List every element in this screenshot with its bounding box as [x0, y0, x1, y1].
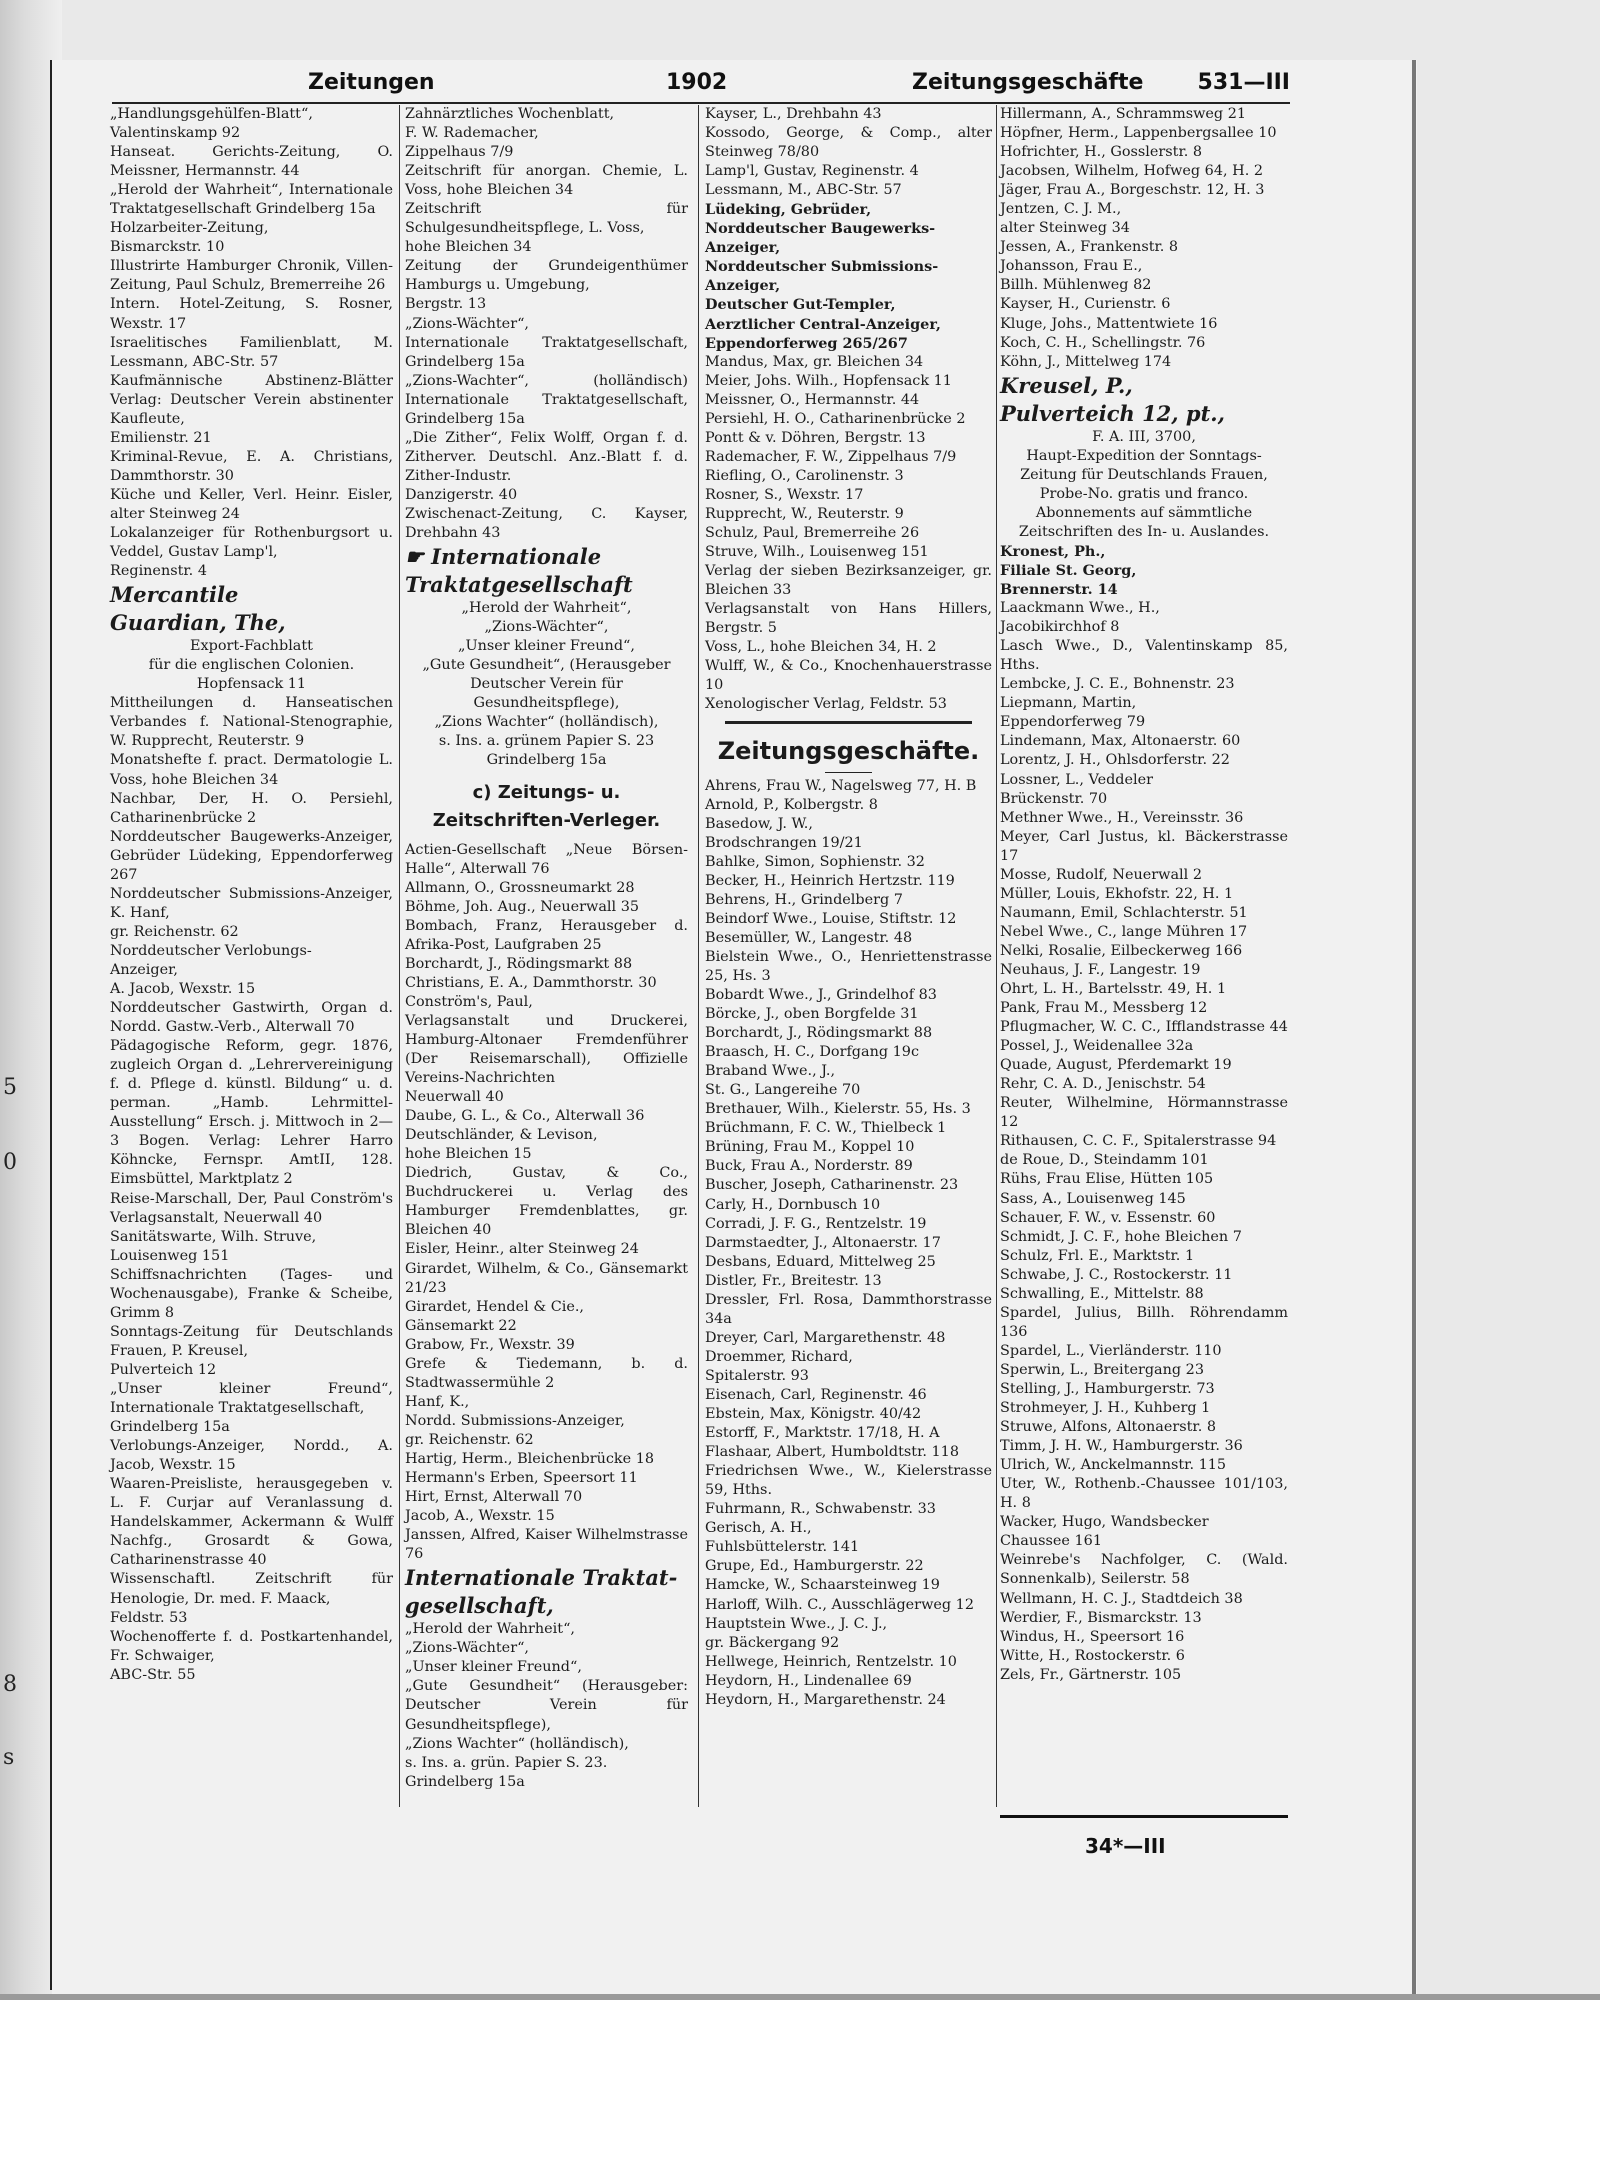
directory-entry: Basedow, J. W., Brodschrangen 19/21 — [705, 815, 863, 851]
directory-entry: Rupprecht, W., Reuterstr. 9 — [705, 505, 904, 522]
directory-entry: Rithausen, C. C. F., Spitalerstrasse 94 — [1000, 1133, 1277, 1150]
running-header — [112, 68, 1290, 104]
directory-entry: „Unser kleiner Freund“, Internationale Traktatgesellschaft, Grindelberg 15a — [110, 1381, 393, 1436]
header-right-title: Zeitungsgeschäfte — [912, 70, 1144, 95]
directory-entry: Bahlke, Simon, Sophienstr. 32 — [705, 853, 925, 870]
directory-entry: Brüchmann, F. C. W., Thielbeck 1 — [705, 1120, 947, 1137]
directory-entry: Koch, C. H., Schellingstr. 76 — [1000, 334, 1206, 351]
directory-entry: Strohmeyer, J. H., Kuhberg 1 — [1000, 1400, 1211, 1417]
column-3 — [705, 105, 992, 1710]
directory-entry: Lokalanzeiger für Rothenburgsort u. Veddel, Gustav Lamp'l, Reginenstr. 4 — [110, 525, 393, 580]
directory-entry: Behrens, H., Grindelberg 7 — [705, 891, 903, 908]
directory-entry: Arnold, P., Kolbergstr. 8 — [705, 796, 878, 813]
header-year: 1902 — [666, 70, 728, 95]
directory-entry: Sanitätswarte, Wilh. Struve, Louisenweg 151 — [110, 1228, 317, 1264]
directory-entry: Heydorn, H., Margarethenstr. 24 — [705, 1691, 946, 1708]
header-page-number: 531—III — [1197, 70, 1290, 95]
directory-entry: Wissenschaftl. Zeitschrift für Henologie, Dr. med. F. Maack, Feldstr. 53 — [110, 1571, 393, 1626]
column-1 — [110, 105, 393, 1685]
directory-entry: Mandus, Max, gr. Bleichen 34 — [705, 353, 924, 370]
directory-entry: Schulz, Frl. E., Marktstr. 1 — [1000, 1247, 1195, 1264]
directory-entry: Jentzen, C. J. M., alter Steinweg 34 — [1000, 201, 1130, 237]
directory-entry: Reise-Marschall, Der, Paul Conström's Verlagsanstalt, Neuerwall 40 — [110, 1190, 393, 1226]
directory-entry: Zeitschrift für anorgan. Chemie, L. Voss, hohe Bleichen 34 — [405, 163, 688, 199]
display-heading: Internationale Traktat- gesellschaft, — [405, 1565, 678, 1619]
directory-entry: Johansson, Frau E., Billh. Mühlenweg 82 — [1000, 258, 1152, 294]
display-heading: ☛ Internationale Traktatgesellschaft — [405, 544, 633, 598]
directory-entry: Corradi, J. F. G., Rentzelstr. 19 — [705, 1215, 927, 1232]
directory-entry: Pflugmacher, W. C. C., Ifflandstrasse 44 — [1000, 1019, 1288, 1036]
directory-entry: Girardet, Hendel & Cie., Gänsemarkt 22 — [405, 1298, 584, 1334]
directory-entry: Verlagsanstalt von Hans Hillers, Bergstr. 5 — [705, 601, 992, 637]
directory-entry: Ulrich, W., Anckelmannstr. 115 — [1000, 1457, 1227, 1474]
directory-entry: Timm, J. H. W., Hamburgerstr. 36 — [1000, 1438, 1243, 1455]
footer-rule — [1000, 1815, 1288, 1818]
directory-entry: Kluge, Johs., Mattentwiete 16 — [1000, 315, 1218, 332]
directory-entry: Spardel, Julius, Billh. Röhrendamm 136 — [1000, 1304, 1288, 1340]
column-rule — [698, 105, 699, 1807]
directory-entry: Norddeutscher Verlobungs- Anzeiger, A. Jacob, Wexstr. 15 — [110, 942, 312, 998]
directory-entry: Verlobungs-Anzeiger, Nordd., A. Jacob, Wexstr. 15 — [110, 1438, 393, 1474]
directory-entry: Persiehl, H. O., Catharinenbrücke 2 — [705, 410, 966, 427]
directory-entry: Xenologischer Verlag, Feldstr. 53 — [705, 696, 947, 713]
directory-entry: Meyer, Carl Justus, kl. Bäckerstrasse 17 — [1000, 828, 1288, 864]
directory-entry: Lorentz, J. H., Ohlsdorferstr. 22 — [1000, 752, 1230, 769]
directory-entry: Grabow, Fr., Wexstr. 39 — [405, 1336, 575, 1353]
directory-entry: Zels, Fr., Gärtnerstr. 105 — [1000, 1666, 1182, 1683]
directory-entry: Pädagogische Reform, gegr. 1876, zugleich Organ d. „Lehrervereinigung f. d. Pflege d. künstl. Bildung“ u. d. perman. „Hamb. Lehrmittel-Ausstellung“ Ersch. j. Mittwoch in 2—3 Bogen. Verlag: Lehrer Harro Köhncke, Fernspr. AmtII, 128. Eimsbüttel, Marktplatz 2 — [110, 1038, 393, 1188]
column-4 — [1000, 105, 1288, 1685]
directory-entry: Braasch, H. C., Dorfgang 19c — [705, 1044, 920, 1061]
directory-entry: Quade, August, Pferdemarkt 19 — [1000, 1057, 1232, 1074]
directory-entry: Börcke, J., oben Borgfelde 31 — [705, 1006, 919, 1023]
directory-entry: Hanf, K., Nordd. Submissions-Anzeiger, gr. Reichenstr. 62 — [405, 1393, 625, 1448]
directory-entry: Holzarbeiter-Zeitung, Bismarckstr. 10 — [110, 220, 269, 256]
directory-entry: Hauptstein Wwe., J. C. J., gr. Bäckergang 92 — [705, 1615, 888, 1651]
directory-entry: Stelling, J., Hamburgerstr. 73 — [1000, 1381, 1215, 1397]
directory-entry: Spardel, L., Vierländerstr. 110 — [1000, 1342, 1222, 1359]
directory-entry: Norddeutscher Baugewerks-Anzeiger, Gebrüder Lüdeking, Eppendorferweg 267 — [110, 828, 393, 883]
directory-entry: Dressler, Frl. Rosa, Dammthorstrasse 34a — [705, 1291, 992, 1327]
directory-entry: Distler, Fr., Breitestr. 13 — [705, 1272, 882, 1289]
display-heading: Kreusel, P., Pulverteich 12, pt., — [1000, 372, 1225, 426]
directory-entry: Hillermann, A., Schrammsweg 21 — [1000, 106, 1247, 122]
directory-entry: Brethauer, Wilh., Kielerstr. 55, Hs. 3 — [705, 1101, 971, 1118]
directory-entry: Wellmann, H. C. J., Stadtdeich 38 — [1000, 1590, 1243, 1607]
directory-entry-bold: Kronest, Ph., Filiale St. Georg, Brennerstr. 14 — [1000, 542, 1137, 599]
directory-entry: Werdier, F., Bismarckstr. 13 — [1000, 1609, 1202, 1626]
directory-entry: Jessen, A., Frankenstr. 8 — [1000, 239, 1179, 256]
section-rule — [725, 721, 972, 724]
directory-entry: Norddeutscher Gastwirth, Organ d. Nordd. Gastw.-Verb., Alterwall 70 — [110, 1000, 393, 1036]
directory-entry: Kaufmännische Abstinenz-Blätter Verlag: Deutscher Verein abstinenter Kaufleute, Emilienstr. 21 — [110, 372, 393, 446]
margin-mark: 5 — [3, 1075, 17, 1100]
directory-entry: Desbans, Eduard, Mittelweg 25 — [705, 1253, 936, 1270]
directory-entry: Hofrichter, H., Gosslerstr. 8 — [1000, 144, 1203, 161]
directory-entry: Lessmann, M., ABC-Str. 57 — [705, 182, 902, 199]
directory-entry: Daube, G. L., & Co., Alterwall 36 — [405, 1108, 645, 1125]
directory-entry: Naumann, Emil, Schlachterstr. 51 — [1000, 904, 1248, 921]
directory-entry: „Handlungsgehülfen-Blatt“, Valentinskamp 92 — [110, 106, 313, 142]
directory-entry: Hartig, Herm., Bleichenbrücke 18 — [405, 1451, 655, 1467]
directory-entry: Reuter, Wilhelmine, Hörmannstrasse 12 — [1000, 1095, 1288, 1131]
section-heading: c) Zeitungs- u. Zeitschriften-Verleger. — [432, 781, 661, 831]
signature-mark: 34*—III — [1085, 1834, 1166, 1858]
directory-entry: Pank, Frau M., Messberg 12 — [1000, 1000, 1208, 1017]
directory-entry: Rühs, Frau Elise, Hütten 105 — [1000, 1171, 1214, 1188]
directory-entry: Wochenofferte f. d. Postkartenhandel, Fr. Schwaiger, ABC-Str. 55 — [110, 1628, 393, 1683]
directory-entry: Voss, L., hohe Bleichen 34, H. 2 — [705, 639, 937, 656]
directory-entry: Jacobsen, Wilhelm, Hofweg 64, H. 2 — [1000, 163, 1264, 180]
directory-entry: Witte, H., Rostockerstr. 6 — [1000, 1647, 1185, 1664]
directory-entry: Ebstein, Max, Königstr. 40/42 — [705, 1406, 922, 1423]
directory-entry: Waaren-Preisliste, herausgegeben v. L. F. Curjar auf Veranlassung d. Handelskammer, Ackermann & Wulff Nachfg., Grosardt & Gowa, Catharinenstrasse 40 — [110, 1476, 393, 1569]
directory-entry: Lindemann, Max, Altonaerstr. 60 — [1000, 733, 1241, 750]
directory-entry: Windus, H., Speersort 16 — [1000, 1628, 1185, 1645]
directory-entry: Schwabe, J. C., Rostockerstr. 11 — [1000, 1266, 1233, 1283]
directory-entry: Monatshefte f. pract. Dermatologie L. Voss, hohe Bleichen 34 — [110, 752, 393, 788]
directory-entry: Janssen, Alfred, Kaiser Wilhelmstrasse 76 — [405, 1527, 688, 1563]
directory-entry: Eisenach, Carl, Reginenstr. 46 — [705, 1387, 927, 1403]
directory-entry: „Herold der Wahrheit“, „Zions-Wächter“, „Unser kleiner Freund“, „Gute Gesundheit“ (Herausgeber: Deutscher Verein für Gesundheitspflege), „Zions Wachter“ (holländisch), s. Ins. a. grün. Papier S. 23. Grindelberg 15a — [405, 1621, 688, 1790]
directory-entry: Hellwege, Heinrich, Rentzelstr. 10 — [705, 1653, 957, 1670]
directory-entry: Lossner, L., Veddeler Brückenstr. 70 — [1000, 771, 1154, 807]
directory-entry: Zeitschrift für Schulgesundheitspflege, L. Voss, hohe Bleichen 34 — [405, 201, 688, 256]
directory-entry: Heydorn, H., Lindenallee 69 — [705, 1672, 912, 1689]
directory-entry: Wulff, W., & Co., Knochenhauerstrasse 10 — [705, 658, 992, 694]
directory-entry: Braband Wwe., J., St. G., Langereihe 70 — [705, 1063, 861, 1099]
directory-entry: Sonntags-Zeitung für Deutschlands Frauen, P. Kreusel, Pulverteich 12 — [110, 1323, 393, 1378]
directory-entry: Sass, A., Louisenweg 145 — [1000, 1190, 1186, 1207]
directory-entry: Eisler, Heinr., alter Steinweg 24 — [405, 1241, 639, 1258]
directory-entry: Christians, E. A., Dammthorstr. 30 — [405, 974, 657, 991]
directory-entry: Jacob, A., Wexstr. 15 — [405, 1508, 555, 1525]
column-2 — [405, 105, 688, 1792]
directory-entry: Kriminal-Revue, E. A. Christians, Dammthorstr. 30 — [110, 448, 393, 484]
section-rule — [825, 772, 872, 773]
directory-entry: Besemüller, W., Langestr. 48 — [705, 929, 913, 946]
directory-entry: Struve, Wilh., Louisenweg 151 — [705, 544, 929, 561]
directory-entry: Bielstein Wwe., O., Henriettenstrasse 25, Hs. 3 — [705, 948, 992, 984]
directory-entry: Borchardt, J., Rödingsmarkt 88 — [705, 1025, 933, 1042]
directory-entry: Lasch Wwe., D., Valentinskamp 85, Hths. — [1000, 638, 1288, 674]
directory-entry: „Die Zither“, Felix Wolff, Organ f. d. Zitherver. Deutschl. Anz.-Blatt f. d. Zither-Industr. Danzigerstr. 40 — [405, 429, 688, 503]
directory-entry: Nachbar, Der, H. O. Persiehl, Catharinenbrücke 2 — [110, 790, 393, 826]
directory-entry: Hirt, Ernst, Alterwall 70 — [405, 1489, 583, 1506]
directory-entry: Lembcke, J. C. E., Bohnenstr. 23 — [1000, 676, 1235, 693]
directory-entry: Schulz, Paul, Bremerreihe 26 — [705, 525, 920, 542]
directory-entry: Harloff, Wilh. C., Ausschlägerweg 12 — [705, 1596, 974, 1613]
directory-entry: Friedrichsen Wwe., W., Kielerstrasse 59, Hths. — [705, 1463, 992, 1499]
directory-entry: Schiffsnachrichten (Tages- und Wochenausgabe), Franke & Scheibe, Grimm 8 — [110, 1266, 393, 1321]
directory-entry: Carly, H., Dornbusch 10 — [705, 1196, 881, 1213]
directory-entry: Hamcke, W., Schaarsteinweg 19 — [705, 1577, 940, 1594]
directory-entry: Sperwin, L., Breitergang 23 — [1000, 1361, 1204, 1378]
directory-entry: Rosner, S., Wexstr. 17 — [705, 486, 864, 503]
directory-entry: Methner Wwe., H., Vereinsstr. 36 — [1000, 809, 1244, 826]
directory-entry: Meissner, O., Hermannstr. 44 — [705, 391, 920, 408]
directory-entry: Bobardt Wwe., J., Grindelhof 83 — [705, 987, 937, 1004]
directory-entry: Wacker, Hugo, Wandsbecker Chaussee 161 — [1000, 1514, 1209, 1550]
column-rule — [399, 105, 400, 1807]
directory-entry: Illustrirte Hamburger Chronik, Villen-Zeitung, Paul Schulz, Bremerreihe 26 — [110, 258, 393, 294]
directory-entry: Zahnärztliches Wochenblatt, F. W. Rademacher, Zippelhaus 7/9 — [405, 106, 615, 161]
section-title: Zeitungsgeschäfte. — [717, 736, 980, 765]
directory-entry: Fuhrmann, R., Schwabenstr. 33 — [705, 1501, 936, 1518]
directory-entry: Gerisch, A. H., Fuhlsbüttelerstr. 141 — [705, 1520, 860, 1556]
margin-mark: 8 — [3, 1672, 17, 1697]
header-left-title: Zeitungen — [308, 70, 435, 95]
scan-bottom-edge — [0, 1994, 1600, 2000]
directory-entry: Conström's, Paul, Verlagsanstalt und Druckerei, Hamburg-Altonaer Fremdenführer (Der Reisemarschall), Offizielle Vereins-Nachrichten Neuerwall 40 — [405, 993, 688, 1106]
directory-entry-bold: Lüdeking, Gebrüder, Norddeutscher Baugewerks- Anzeiger, Norddeutscher Submissions- Anzeiger, Deutscher Gut-Templer, Aerztlicher Central-Anzeiger, Eppendorferweg 265/267 — [705, 201, 941, 352]
advertisement-text: F. A. III, 3700, Haupt-Expedition der Sonntags-Zeitung für Deutschlands Frauen, Probe-No. gratis und franco. Abonnements auf sämmtliche Zeitschriften des In- u. Auslandes. — [1018, 428, 1270, 540]
directory-entry: Actien-Gesellschaft „Neue Börsen-Halle“, Alterwall 76 — [405, 841, 688, 877]
margin-mark: 0 — [3, 1150, 17, 1175]
directory-entry: Zwischenact-Zeitung, C. Kayser, Drehbahn 43 — [405, 505, 688, 542]
directory-entry: Deutschländer, & Levison, hohe Bleichen 15 — [405, 1127, 598, 1163]
directory-entry: Girardet, Wilhelm, & Co., Gänsemarkt 21/23 — [405, 1260, 688, 1296]
directory-entry: Schmidt, J. C. F., hohe Bleichen 7 — [1000, 1228, 1242, 1245]
directory-entry: Rademacher, F. W., Zippelhaus 7/9 — [705, 448, 957, 465]
directory-entry: Hermann's Erben, Speersort 11 — [405, 1470, 638, 1487]
directory-entry: Kayser, H., Curienstr. 6 — [1000, 296, 1171, 313]
directory-entry: Struwe, Alfons, Altonaerstr. 8 — [1000, 1419, 1217, 1436]
directory-entry: Allmann, O., Grossneumarkt 28 — [405, 879, 635, 896]
directory-entry: Borchardt, J., Rödingsmarkt 88 — [405, 955, 633, 972]
directory-entry: „Herold der Wahrheit“, Internationale Traktatgesellschaft Grindelberg 15a — [110, 182, 393, 218]
directory-entry: Kayser, L., Drehbahn 43 — [705, 106, 882, 122]
directory-entry: Grefe & Tiedemann, b. d. Stadtwassermühle 2 — [405, 1355, 688, 1391]
directory-entry: Jäger, Frau A., Borgeschstr. 12, H. 3 — [1000, 182, 1265, 199]
directory-entry: Nelki, Rosalie, Eilbeckerweg 166 — [1000, 942, 1243, 959]
directory-entry: Böhme, Joh. Aug., Neuerwall 35 — [405, 898, 640, 915]
directory-entry: Darmstaedter, J., Altonaerstr. 17 — [705, 1234, 941, 1251]
margin-mark: s — [3, 1745, 15, 1770]
directory-entry: Mittheilungen d. Hanseatischen Verbandes f. National-Stenographie, W. Rupprecht, Reuterstr. 9 — [110, 695, 393, 750]
directory-entry: Brüning, Frau M., Koppel 10 — [705, 1139, 915, 1156]
directory-entry: Possel, J., Weidenallee 32a — [1000, 1038, 1194, 1055]
directory-entry: Ohrt, L. H., Bartelsstr. 49, H. 1 — [1000, 981, 1227, 998]
column-rule — [996, 105, 997, 1807]
directory-entry: Kossodo, George, & Comp., alter Steinweg 78/80 — [705, 125, 992, 161]
directory-entry: Bombach, Franz, Herausgeber d. Afrika-Post, Laufgraben 25 — [405, 917, 688, 953]
directory-entry: Hanseat. Gerichts-Zeitung, O. Meissner, Hermannstr. 44 — [110, 144, 393, 180]
directory-entry: Buscher, Joseph, Catharinenstr. 23 — [705, 1177, 959, 1194]
directory-entry: Intern. Hotel-Zeitung, S. Rosner, Wexstr. 17 — [110, 296, 393, 332]
directory-entry: Schauer, F. W., v. Essenstr. 60 — [1000, 1209, 1216, 1226]
directory-entry: Laackmann Wwe., H., Jacobikirchhof 8 — [1000, 600, 1160, 636]
directory-entry: „Zions-Wächter“, Internationale Traktatgesellschaft, Grindelberg 15a — [405, 315, 688, 370]
directory-entry: Verlag der sieben Bezirksanzeiger, gr. Bleichen 33 — [705, 563, 992, 599]
directory-entry: Ahrens, Frau W., Nagelsweg 77, H. B — [705, 777, 977, 794]
directory-entry: Israelitisches Familienblatt, M. Lessmann, ABC-Str. 57 — [110, 334, 393, 370]
directory-entry: Höpfner, Herm., Lappenbergsallee 10 — [1000, 125, 1277, 142]
directory-entry: de Roue, D., Steindamm 101 — [1000, 1152, 1209, 1169]
display-heading: Mercantile Guardian, The, — [110, 582, 286, 636]
directory-entry: Pontt & v. Döhren, Bergstr. 13 — [705, 429, 926, 446]
directory-entry: „Zions-Wachter“, (holländisch) Internationale Traktatgesellschaft, Grindelberg 15a — [405, 372, 688, 427]
directory-entry: Mosse, Rudolf, Neuerwall 2 — [1000, 866, 1202, 883]
directory-entry: Weinrebe's Nachfolger, C. (Wald. Sonnenkalb), Seilerstr. 58 — [1000, 1552, 1288, 1588]
directory-entry: Uter, W., Rothenb.-Chaussee 101/103, H. 8 — [1000, 1476, 1288, 1512]
directory-entry: Dreyer, Carl, Margarethenstr. 48 — [705, 1329, 946, 1346]
directory-entry: Nebel Wwe., C., lange Mühren 17 — [1000, 923, 1248, 940]
directory-entry: Norddeutscher Submissions-Anzeiger, K. Hanf, gr. Reichenstr. 62 — [110, 885, 393, 940]
directory-entry: Neuhaus, J. F., Langestr. 19 — [1000, 961, 1201, 978]
directory-entry: Droemmer, Richard, Spitalerstr. 93 — [705, 1348, 853, 1384]
page-edge — [1412, 60, 1416, 2000]
directory-entry: Estorff, F., Marktstr. 17/18, H. A — [705, 1425, 940, 1442]
advertisement-text: Export-Fachblatt für die englischen Colonien. Hopfensack 11 — [148, 638, 355, 693]
directory-entry: Grupe, Ed., Hamburgerstr. 22 — [705, 1558, 924, 1575]
directory-entry: Schwalling, E., Mittelstr. 88 — [1000, 1285, 1204, 1302]
directory-entry: Beindorf Wwe., Louise, Stiftstr. 12 — [705, 910, 957, 927]
directory-entry: Müller, Louis, Ekhofstr. 22, H. 1 — [1000, 885, 1234, 902]
directory-entry: Rehr, C. A. D., Jenischstr. 54 — [1000, 1076, 1206, 1093]
directory-entry: Köhn, J., Mittelweg 174 — [1000, 353, 1172, 370]
directory-entry: Diedrich, Gustav, & Co., Buchdruckerei u. Verlag des Hamburger Fremdenblattes, gr. Bleichen 40 — [405, 1165, 688, 1239]
directory-entry: Meier, Johs. Wilh., Hopfensack 11 — [705, 372, 952, 389]
directory-entry: Buck, Frau A., Norderstr. 89 — [705, 1158, 913, 1175]
directory-entry: Küche und Keller, Verl. Heinr. Eisler, alter Steinweg 24 — [110, 486, 393, 522]
directory-entry: Flashaar, Albert, Humboldtstr. 118 — [705, 1444, 959, 1461]
directory-entry: Zeitung der Grundeigenthümer Hamburgs u. Umgebung, Bergstr. 13 — [405, 258, 688, 313]
directory-entry: Becker, H., Heinrich Hertzstr. 119 — [705, 872, 955, 889]
directory-entry: Riefling, O., Carolinenstr. 3 — [705, 467, 904, 484]
advertisement-text: „Herold der Wahrheit“, „Zions-Wächter“, „Unser kleiner Freund“, „Gute Gesundheit“, (Herausgeber Deutscher Verein für Gesundheitspflege), „Zions Wachter“ (holländisch), s. Ins. a. grünem Papier S. 23 Grindelberg 15a — [422, 600, 671, 769]
directory-entry: Lamp'l, Gustav, Reginenstr. 4 — [705, 163, 919, 180]
directory-entry: Liepmann, Martin, Eppendorferweg 79 — [1000, 695, 1146, 731]
